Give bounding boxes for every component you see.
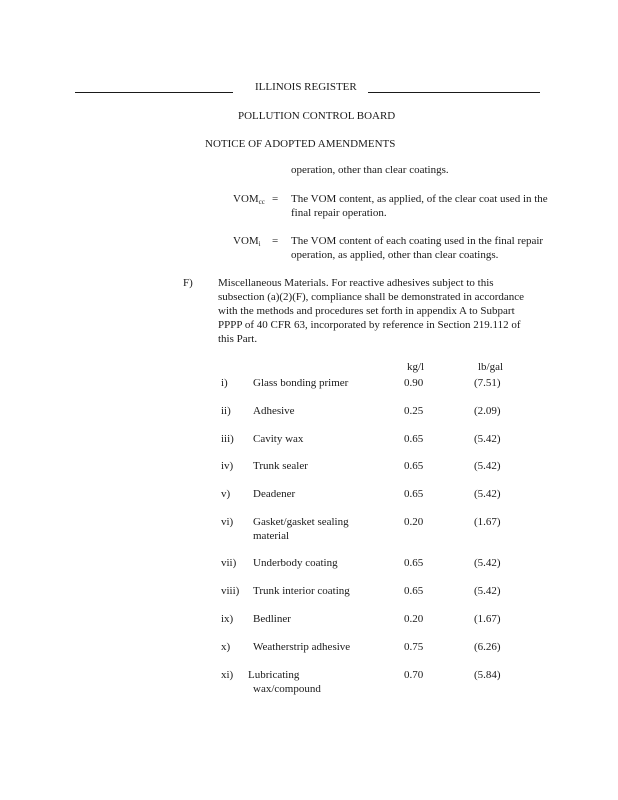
header-rule-left <box>75 92 233 93</box>
table-row <box>221 556 541 584</box>
table-row <box>221 432 541 460</box>
section-f-label: F) <box>183 277 193 289</box>
limit-kgl: 0.65 <box>404 585 424 597</box>
material-name: Glass bonding primer <box>253 377 349 389</box>
definition-text-i: The VOM content of each coating used in the final repair operation, as applied, other than clear coatings. <box>291 235 544 261</box>
limit-kgl: 0.75 <box>404 641 424 653</box>
limit-kgl: 0.25 <box>404 405 424 417</box>
limit-lbgal: (1.67) <box>474 516 501 528</box>
agency-title: POLLUTION CONTROL BOARD <box>238 110 396 122</box>
limit-kgl: 0.65 <box>404 488 424 500</box>
row-number: iv) <box>221 460 234 472</box>
material-name: Trunk interior coating <box>253 585 350 597</box>
limit-lbgal: (6.26) <box>474 641 501 653</box>
table-row <box>221 404 541 432</box>
limit-kgl: 0.20 <box>404 516 424 528</box>
material-name: Deadener <box>253 488 296 500</box>
table-row <box>221 668 541 708</box>
continuation-text: operation, other than clear coatings. <box>291 164 449 176</box>
row-number: ix) <box>221 613 234 625</box>
table-row <box>221 376 541 404</box>
limit-kgl: 0.65 <box>404 460 424 472</box>
limit-lbgal: (5.42) <box>474 557 501 569</box>
material-name: Lubricating <box>248 669 300 681</box>
notice-title: NOTICE OF ADOPTED AMENDMENTS <box>205 138 396 150</box>
table-row <box>221 612 541 640</box>
row-number: i) <box>221 377 228 389</box>
limit-lbgal: (7.51) <box>474 377 501 389</box>
limit-lbgal: (1.67) <box>474 613 501 625</box>
row-number: ii) <box>221 405 231 417</box>
material-name: Cavity wax <box>253 433 304 445</box>
limit-kgl: 0.90 <box>404 377 424 389</box>
material-name: Weatherstrip adhesive <box>253 641 351 653</box>
row-number: v) <box>221 488 231 500</box>
table-row <box>221 459 541 487</box>
material-name-continued: wax/compound <box>253 683 321 695</box>
limit-kgl: 0.20 <box>404 613 424 625</box>
definition-text-cc: The VOM content, as applied, of the clear coat used in the final repair operation. <box>291 193 548 219</box>
definition-term: VOM <box>233 193 259 205</box>
row-number: viii) <box>221 585 240 597</box>
material-name: Adhesive <box>253 405 295 417</box>
limit-lbgal: (5.42) <box>474 585 501 597</box>
table-row <box>221 584 541 612</box>
limit-lbgal: (5.84) <box>474 669 501 681</box>
limit-lbgal: (5.42) <box>474 433 501 445</box>
material-name: Gasket/gasket sealing <box>253 516 349 528</box>
row-number: xi) <box>221 669 234 681</box>
limit-kgl: 0.70 <box>404 669 424 681</box>
section-f-text: Miscellaneous Materials. For reactive adhesives subject to this subsection (a)(2)(F), compliance shall be demonstrated in accordance with the methods and procedures set forth in appendix A to Subpart PPPP of 40 CFR 63, incorporated by reference in Section 219.112 of this Part. <box>218 277 525 345</box>
limit-kgl: 0.65 <box>404 557 424 569</box>
definition-term-cc <box>233 192 265 206</box>
material-name-continued: material <box>253 530 290 542</box>
table-row <box>221 515 541 555</box>
material-name: Bedliner <box>253 613 291 625</box>
limit-lbgal: (5.42) <box>474 460 501 472</box>
row-number: vi) <box>221 516 234 528</box>
material-name: Trunk sealer <box>253 460 308 472</box>
definition-subscript: i <box>258 240 261 248</box>
table-row <box>221 640 541 668</box>
definition-subscript: cc <box>258 198 265 206</box>
limit-kgl: 0.65 <box>404 433 424 445</box>
limit-lbgal: (2.09) <box>474 405 501 417</box>
register-title: ILLINOIS REGISTER <box>255 81 357 93</box>
row-number: vii) <box>221 557 237 569</box>
row-number: iii) <box>221 433 234 445</box>
column-header-lbgal: lb/gal <box>478 361 504 373</box>
definition-equals-cc: = <box>272 193 279 205</box>
definition-term: VOM <box>233 235 259 247</box>
material-name: Underbody coating <box>253 557 338 569</box>
table-row <box>221 487 541 515</box>
definition-equals-i: = <box>272 235 279 247</box>
column-header-kgl: kg/l <box>407 361 425 373</box>
row-number: x) <box>221 641 231 653</box>
limit-lbgal: (5.42) <box>474 488 501 500</box>
definition-term-i <box>233 234 261 248</box>
header-rule-right <box>368 92 540 93</box>
